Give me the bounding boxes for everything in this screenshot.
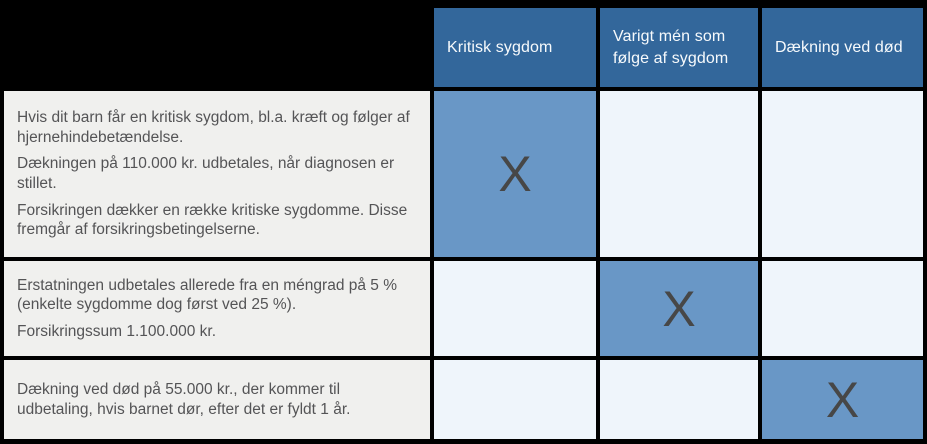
mark-cell [434,91,596,257]
mark-cell [434,360,596,439]
coverage-mark: X [498,146,532,202]
column-header-label: Varigt mén som følge af sygdom [613,27,729,67]
description-paragraph: Hvis dit barn får en kritisk sygdom, bl.a. kræft og følger af hjernehindebetændelse. [17,109,410,146]
description-cell-varigt-men [4,261,430,356]
coverage-mark: X [662,280,696,337]
mark-cell [600,261,758,356]
description-paragraph: Dækning ved død på 55.000 kr., der kommer til udbetaling, hvis barnet dør, efter det er fyldt 1 år. [17,380,351,418]
description-cell-kritisk-sygdom [4,91,430,257]
column-header-label: Dækning ved død [775,38,903,56]
column-header-label: Kritisk sygdom [447,38,553,56]
column-header-varigt-men [600,8,758,87]
description-paragraph: Forsikringssum 1.100.000 kr. [17,322,217,340]
mark-cell [600,91,758,257]
coverage-mark: X [825,371,860,428]
mark-cell [600,360,758,439]
corner-spacer [4,8,430,87]
mark-cell [762,360,923,439]
mark-cell [762,91,923,257]
column-header-kritisk-sygdom [434,8,596,87]
mark-cell [762,261,923,356]
mark-cell [434,261,596,356]
column-header-daekning-ved-doed [762,8,923,87]
description-paragraph: Forsikringen dækker en række kritiske sygdomme. Disse fremgår af forsikringsbetingelserne. [17,201,408,239]
description-cell-daekning-ved-doed [4,360,430,439]
description-paragraph: Dækningen på 110.000 kr. udbetales, når diagnosen er stillet. [17,155,395,192]
description-paragraph: Erstatningen udbetales allerede fra en méngrad på 5 % (enkelte sygdomme dog først ved 25 %). [17,276,397,314]
